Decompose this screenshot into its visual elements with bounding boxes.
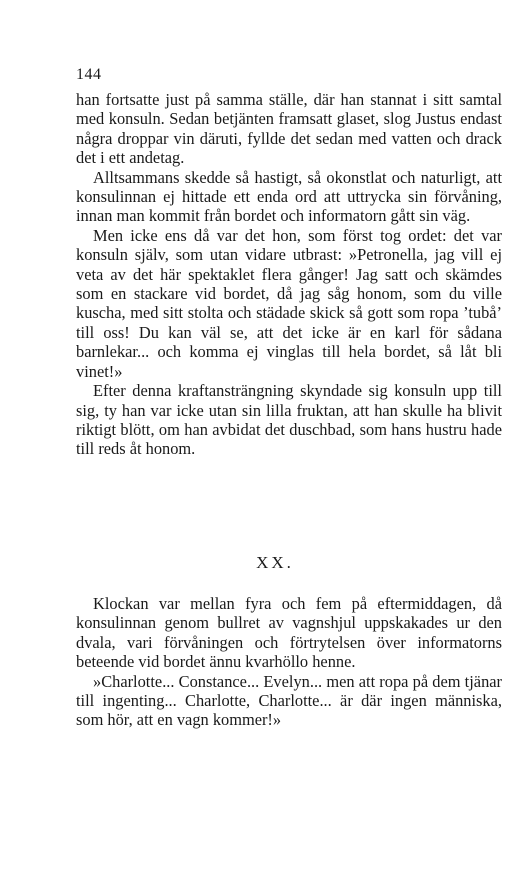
- paragraph: han fortsatte just på samma ställe, där han stannat i sitt samtal med konsuln. Sedan betjänten framsatt glaset, slog Justus endast några droppar vin däruti, fyllde det sedan med vatten och drack det i ett andetag.: [76, 90, 502, 168]
- body-text-section-two: [76, 594, 502, 730]
- body-text-section-one: [76, 90, 502, 459]
- paragraph: Klockan var mellan fyra och fem på eftermiddagen, då konsulinnan genom bullret av vagnshjul uppskakades ur den dvala, vari förvåningen och förtrytelsen över informatorns beteende vid bordet ännu kvarhöllo henne.: [76, 594, 502, 672]
- paragraph: »Charlotte... Constance... Evelyn... men att ropa på dem tjänar till ingenting... Charlotte, Charlotte... är där ingen människa, som hör, att en vagn kommer!»: [76, 671, 502, 730]
- paragraph: Alltsammans skedde så hastigt, så okonstlat och naturligt, att konsulinnan ej hittade ett enda ord att uttrycka sin förvåning, innan man kommit från bordet och informatorn gått sin väg.: [76, 167, 502, 226]
- chapter-heading: XX.: [256, 553, 294, 572]
- paragraph: Efter denna kraftansträngning skyndade sig konsuln upp till sig, ty han var icke utan sin lilla fruktan, att han skulle ha blivit riktigt blött, om han avbidat det duschbad, som hans hustru hade till reds åt honom.: [76, 381, 502, 459]
- paragraph: Men icke ens då var det hon, som först tog ordet: det var konsuln själv, som utan vidare utbrast: »Petronella, jag vill ej veta av det här spektaklet flera gånger! Jag satt och skämdes som en stackare vid bordet, då jag såg honom, som du ville kuscha, med sitt stolta och städade skick så gott som ropa ’tubå’ till oss! Du kan väl se, att det icke är en karl för sådana barnlekar... och komma ej vinglas till hela bordet, så låt bli vinet!»: [76, 225, 502, 381]
- page-number: 144: [76, 66, 102, 83]
